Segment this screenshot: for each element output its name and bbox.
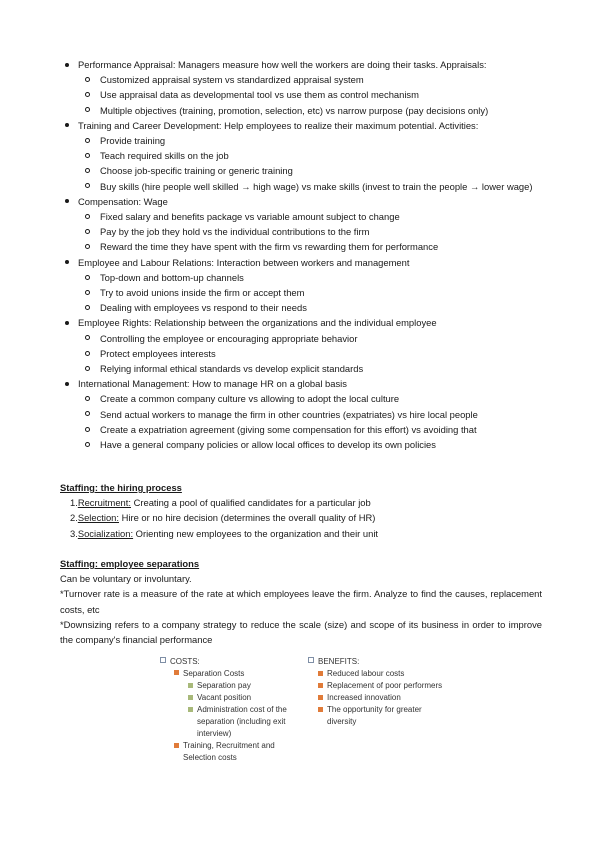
hr-function-item <box>60 255 550 316</box>
hr-function-item <box>60 315 550 376</box>
hr-function-subitem: Dealing with employees vs respond to their needs <box>80 300 550 315</box>
hr-function-subitem: Buy skills (hire people well skilled → high wage) vs make skills (invest to train the people → lower wage) <box>80 179 550 194</box>
hiring-step <box>60 526 542 541</box>
hr-function-subitem: Top-down and bottom-up channels <box>80 270 550 285</box>
benefit-item-label: Increased innovation <box>327 693 401 702</box>
hr-function-item <box>60 57 550 118</box>
hiring-section <box>60 480 542 541</box>
hr-function-subitem: Try to avoid unions inside the firm or accept them <box>80 285 550 300</box>
hr-function-label: International Management: How to manage HR on a global basis <box>78 378 347 390</box>
hr-function-subitem: Create a expatriation agreement (giving some compensation for this effort) vs avoiding that <box>80 422 550 437</box>
separation-item <box>188 704 310 740</box>
training-costs-row <box>160 740 310 764</box>
benefits-title: BENEFITS: <box>318 657 360 666</box>
hiring-heading: Staffing: the hiring process <box>60 482 182 493</box>
step-term: Recruitment: <box>77 497 131 509</box>
benefit-item <box>318 692 458 704</box>
hr-function-item <box>60 194 550 255</box>
benefit-item-label: Reduced labour costs <box>327 669 405 678</box>
square-bullet-icon <box>308 657 314 663</box>
step-number: 2. <box>70 512 78 524</box>
hr-function-subitem: Send actual workers to manage the firm in other countries (expatriates) vs hire local people <box>80 407 550 422</box>
separations-heading: Staffing: employee separations <box>60 558 200 569</box>
benefit-items-list <box>308 668 458 728</box>
separations-intro: Can be voluntary or involuntary. <box>60 573 192 585</box>
square-bullet-icon <box>318 695 323 700</box>
benefit-item <box>318 704 458 728</box>
hr-function-subitem: Customized appraisal system vs standardized appraisal system <box>80 72 550 87</box>
downsizing-paragraph: *Downsizing refers to a company strategy to reduce the scale (size) and scope of its business in order to improve the company's financial performance <box>60 618 542 646</box>
benefit-item-label: Replacement of poor performers <box>327 681 443 690</box>
hr-function-subitem: Controlling the employee or encouraging appropriate behavior <box>80 331 550 346</box>
step-number: 3. <box>70 527 78 539</box>
separation-item-label: Administration cost of the separation (including exit interview) <box>197 705 287 738</box>
costs-title-row <box>160 656 310 668</box>
hr-function-subitems <box>78 331 550 377</box>
hr-function-subitem: Relying informal ethical standards vs develop explicit standards <box>80 361 550 376</box>
square-bullet-icon <box>188 695 193 700</box>
hr-function-subitems <box>78 133 550 194</box>
hr-function-label: Performance Appraisal: Managers measure how well the workers are doing their tasks. Appraisals: <box>78 59 487 70</box>
benefits-column <box>308 656 458 728</box>
hiring-step <box>60 510 542 525</box>
separation-item-label: Vacant position <box>197 693 252 702</box>
step-term: Socialization: <box>77 527 134 539</box>
step-term: Selection: <box>77 512 119 524</box>
square-bullet-icon <box>188 683 193 688</box>
hr-function-label: Compensation: Wage <box>78 195 168 207</box>
benefit-item <box>318 680 458 692</box>
step-number: 1. <box>70 497 78 509</box>
step-description: Hire or no hire decision (determines the overall quality of HR) <box>119 512 376 524</box>
separation-items-list <box>160 680 310 740</box>
costs-benefits-diagram <box>160 656 460 786</box>
benefit-item <box>318 668 458 680</box>
separation-costs-row <box>160 668 310 680</box>
hr-function-label: Employee and Labour Relations: Interaction between workers and management <box>78 256 410 268</box>
hr-function-subitem: Use appraisal data as developmental tool vs use them as control mechanism <box>80 87 550 102</box>
separation-item <box>188 680 310 692</box>
hr-functions-list <box>60 57 550 452</box>
hr-function-subitem: Fixed salary and benefits package vs variable amount subject to change <box>80 209 550 224</box>
costs-title: COSTS: <box>170 657 200 666</box>
separation-item-label: Separation pay <box>197 681 251 690</box>
hr-function-subitems <box>78 391 550 452</box>
separation-item <box>188 692 310 704</box>
step-description: Creating a pool of qualified candidates for a particular job <box>130 497 371 509</box>
hr-function-item <box>60 376 550 452</box>
benefits-title-row <box>308 656 458 668</box>
hr-function-subitem: Reward the time they have spent with the firm vs rewarding them for performance <box>80 239 550 254</box>
hr-function-subitem: Provide training <box>80 133 550 148</box>
turnover-paragraph: *Turnover rate is a measure of the rate at which employees leave the firm. Analyze to find the causes, replacement costs, etc <box>60 588 542 615</box>
step-description: Orienting new employees to the organization and their unit <box>133 527 379 539</box>
square-bullet-icon <box>318 671 323 676</box>
hr-function-subitems <box>78 270 550 316</box>
hr-function-label: Training and Career Development: Help employees to realize their maximum potential. Activities: <box>78 119 479 131</box>
hr-function-subitems <box>78 72 550 118</box>
hiring-steps-list <box>60 495 542 541</box>
square-bullet-icon <box>318 707 323 712</box>
hr-function-subitem: Protect employees interests <box>80 346 550 361</box>
square-bullet-icon <box>188 707 193 712</box>
hr-function-subitem: Have a general company policies or allow local offices to develop its own policies <box>80 437 550 452</box>
square-bullet-icon <box>174 670 179 675</box>
hr-function-label: Employee Rights: Relationship between the organizations and the individual employee <box>78 317 437 329</box>
square-bullet-icon <box>160 657 166 663</box>
costs-column <box>160 656 310 764</box>
square-bullet-icon <box>318 683 323 688</box>
hr-function-subitem: Create a common company culture vs allowing to adopt the local culture <box>80 391 550 406</box>
hr-function-subitems <box>78 209 550 255</box>
benefit-item-label: The opportunity for greater diversity <box>327 705 422 726</box>
hr-function-subitem: Choose job-specific training or generic training <box>80 163 550 178</box>
hr-function-subitem: Teach required skills on the job <box>80 148 550 163</box>
separation-costs-label: Separation Costs <box>183 669 245 678</box>
hr-function-subitem: Multiple objectives (training, promotion, selection, etc) vs narrow purpose (pay decisions only) <box>80 103 550 118</box>
hr-function-item <box>60 118 550 194</box>
square-bullet-icon <box>174 743 179 748</box>
hr-function-subitem: Pay by the job they hold vs the individual contributions to the firm <box>80 224 550 239</box>
hiring-step <box>60 495 542 510</box>
training-costs-label: Training, Recruitment and Selection costs <box>183 741 275 762</box>
separations-section <box>60 556 542 647</box>
